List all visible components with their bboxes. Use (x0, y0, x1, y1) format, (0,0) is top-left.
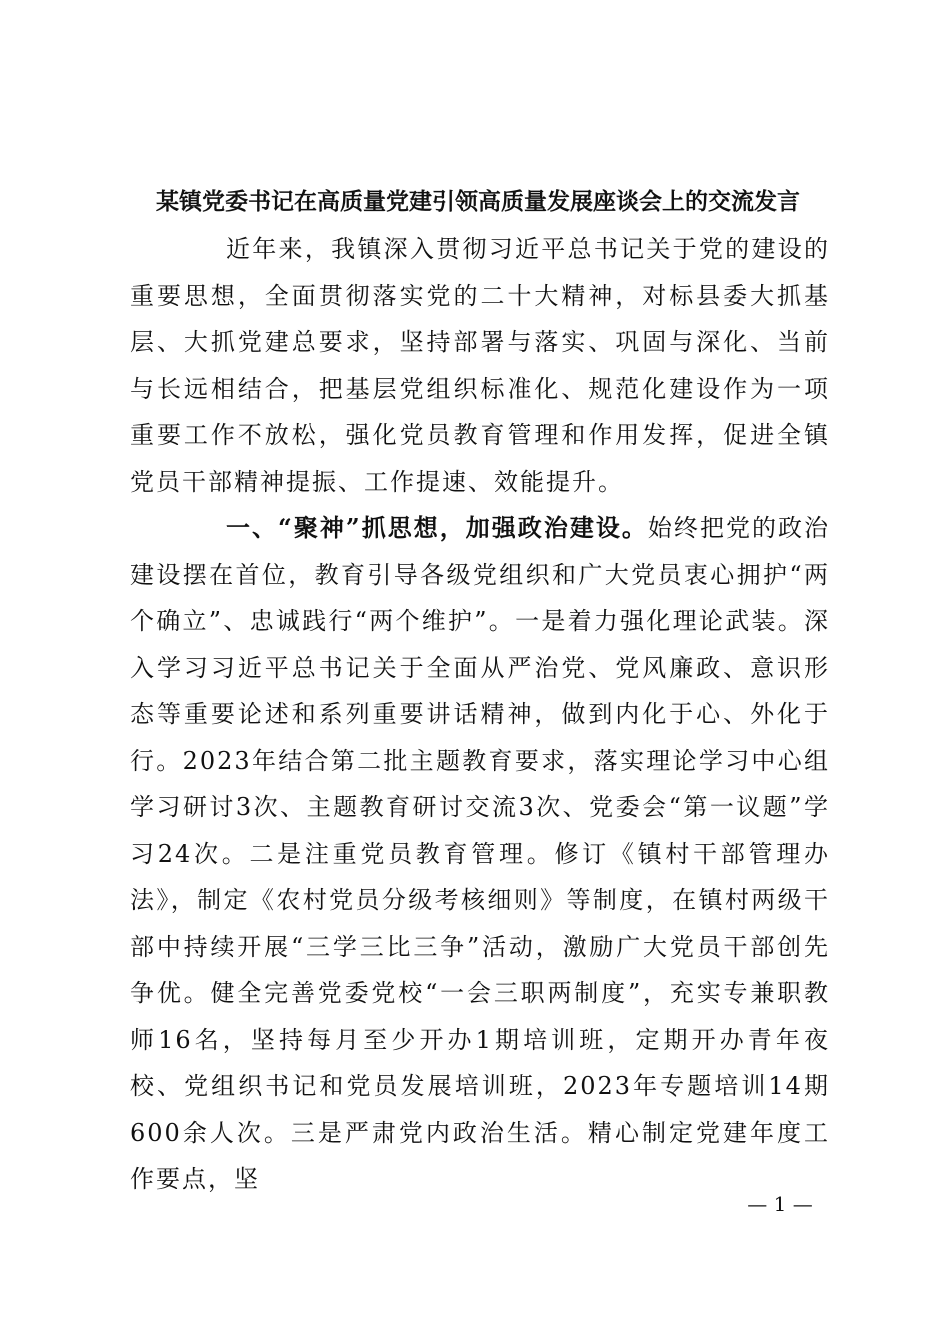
section-1-body: 始终把党的政治建设摆在首位，教育引导各级党组织和广大党员衷心拥护“两个确立”、忠诚践行“两个维护”。一是着力强化理论武装。深入学习习近平总书记关于全面从严治党、党风廉政、意识形态等重要论述和系列重要讲话精神，做到内化于心、外化于行。2023年结合第二批主题教育要求，落实理论学习中心组学习研讨3次、主题教育研讨交流3次、党委会“第一议题”学习24次。二是注重党员教育管理。修订《镇村干部管理办法》，制定《农村党员分级考核细则》等制度，在镇村两级干部中持续开展“三学三比三争”活动，激励广大党员干部创先争优。健全完善党委党校“一会三职两制度”，充实专兼职教师16名，坚持每月至少开办1期培训班，定期开办青年夜校、党组织书记和党员发展培训班，2023年专题培训14期600余人次。三是严肃党内政治生活。精心制定党建年度工作要点，坚 (130, 514, 831, 1193)
document-title: 某镇党委书记在高质量党建引领高质量发展座谈会上的交流发言 (156, 188, 800, 215)
section-1-paragraph (130, 505, 830, 1203)
page-number: — 1 — (747, 1192, 813, 1216)
section-1-heading: 一、“聚神”抓思想，加强政治建设。 (226, 513, 648, 542)
intro-paragraph: 近年来，我镇深入贯彻习近平总书记关于党的建设的重要思想，全面贯彻落实党的二十大精神，对标县委大抓基层、大抓党建总要求，坚持部署与落实、巩固与深化、当前与长远相结合，把基层党组织标准化、规范化建设作为一项重要工作不放松，强化党员教育管理和作用发挥，促进全镇党员干部精神提振、工作提速、效能提升。 (130, 235, 830, 496)
